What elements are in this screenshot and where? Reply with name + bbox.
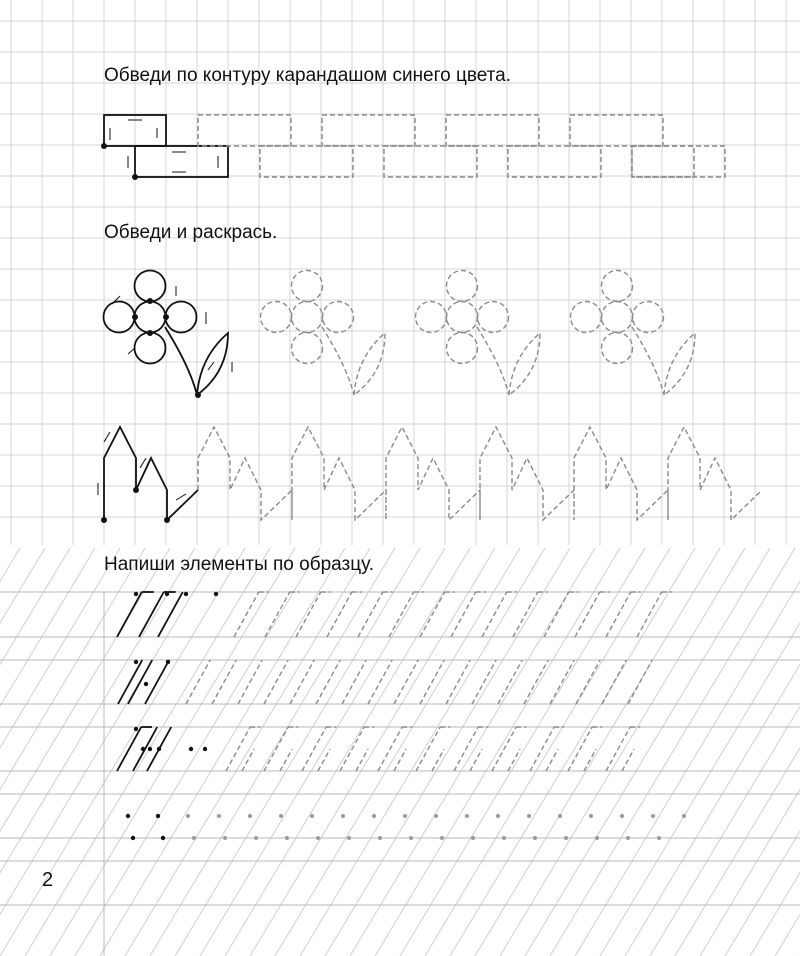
dashed-element: [544, 592, 569, 637]
dashed-flower: [571, 271, 696, 396]
start-dot: [147, 298, 153, 304]
slant-line: [75, 548, 320, 956]
dashed-element: [606, 727, 630, 771]
start-dot: [101, 143, 107, 149]
dashed-element: [340, 727, 364, 771]
dashed-element: [622, 749, 634, 771]
sample-peaks: [104, 427, 198, 520]
trace-dot: [440, 836, 444, 840]
flower-leaf: [509, 333, 540, 395]
dashed-element: [508, 749, 520, 771]
task-1-instruction: Обведи по контуру карандашом синего цвета.: [104, 65, 512, 86]
trace-dot: [279, 814, 283, 818]
trace-dot: [465, 814, 469, 818]
start-dot: [132, 174, 138, 180]
trace-dot: [372, 814, 376, 818]
start-dot: [203, 747, 207, 751]
dashed-element: [498, 660, 522, 704]
dashed-element: [318, 749, 330, 771]
slant-line: [700, 548, 800, 956]
trace-dot: [589, 814, 593, 818]
trace-dot: [502, 836, 506, 840]
flower-petal: [633, 302, 664, 333]
flower-petal: [478, 302, 509, 333]
sample-dot: [156, 814, 160, 818]
dashed-element: [265, 592, 290, 637]
slant-line: [250, 548, 495, 956]
dashed-element: [524, 660, 548, 704]
sample-dot: [131, 836, 135, 840]
dashed-element: [316, 660, 340, 704]
dashed-flower: [261, 271, 386, 396]
start-dot: [147, 330, 153, 336]
trace-dot: [347, 836, 351, 840]
start-dot: [134, 727, 138, 731]
trace-dot: [310, 814, 314, 818]
dashed-element: [302, 727, 326, 771]
dashed-element: [264, 660, 288, 704]
trace-dot: [471, 836, 475, 840]
dashed-element: [550, 660, 574, 704]
dashed-element: [290, 660, 314, 704]
slant-line: [475, 548, 720, 956]
dashed-brick: [322, 115, 415, 146]
slant-line: [350, 548, 595, 956]
trace-dot: [651, 814, 655, 818]
flower-petal: [292, 333, 323, 364]
task-2-flowers[interactable]: [104, 271, 696, 399]
flower-petal: [135, 271, 166, 302]
dashed-peaks: [198, 427, 762, 520]
task-3-instruction: Напиши элементы по образцу.: [104, 554, 374, 575]
trace-dot: [434, 814, 438, 818]
trace-dot: [409, 836, 413, 840]
dashed-element: [584, 749, 596, 771]
slant-line: [625, 548, 800, 956]
start-dot: [141, 747, 145, 751]
slant-line: [225, 548, 470, 956]
direction-arrow: [208, 362, 214, 370]
flower-petal: [323, 302, 354, 333]
dashed-brick: [384, 146, 477, 177]
flower-petal: [602, 302, 633, 333]
start-dot: [148, 747, 152, 751]
dashed-element: [296, 592, 321, 637]
dashed-brick: [260, 146, 353, 177]
trace-dot: [533, 836, 537, 840]
flower-stem: [477, 327, 509, 395]
trace-dot: [192, 836, 196, 840]
slant-line: [550, 548, 795, 956]
slant-line: [0, 548, 170, 956]
flower-petal: [166, 302, 197, 333]
slant-line: [525, 548, 770, 956]
trace-dot: [285, 836, 289, 840]
flower-petal: [292, 271, 323, 302]
trace-dot: [254, 836, 258, 840]
slant-line: [450, 548, 695, 956]
slant-line: [425, 548, 670, 956]
dashed-element: [238, 660, 262, 704]
direction-arrow: [104, 432, 110, 442]
copybook-lines-background: [0, 548, 800, 956]
slant-line: [25, 548, 270, 956]
start-dot: [134, 592, 138, 596]
dashed-element: [446, 660, 470, 704]
dashed-element: [280, 749, 292, 771]
dashed-element: [492, 727, 516, 771]
dashed-element: [513, 592, 538, 637]
direction-arrow: [176, 494, 186, 500]
slant-line: [675, 548, 800, 956]
slant-line: [600, 548, 800, 956]
dashed-element: [606, 592, 631, 637]
start-dot: [195, 392, 201, 398]
start-dot: [184, 592, 188, 596]
start-dot: [166, 660, 170, 664]
flower-petal: [447, 333, 478, 364]
start-dot: [165, 592, 169, 596]
dashed-element: [226, 727, 250, 771]
dashed-brick: [632, 146, 694, 177]
slant-line: [300, 548, 545, 956]
dashed-brick: [198, 115, 291, 146]
trace-dot: [564, 836, 568, 840]
dashed-brick: [632, 146, 725, 177]
flower-stem: [632, 327, 664, 395]
flower-petal: [104, 302, 135, 333]
flower-petal: [571, 302, 602, 333]
trace-dot: [403, 814, 407, 818]
trace-dot: [496, 814, 500, 818]
trace-dot: [527, 814, 531, 818]
slant-line: [0, 548, 245, 956]
trace-dot: [682, 814, 686, 818]
slant-line: [200, 548, 445, 956]
sample-element: [117, 592, 142, 637]
start-dot: [163, 314, 169, 320]
start-dot: [133, 487, 139, 493]
flower-petal: [261, 302, 292, 333]
flower-leaf: [354, 333, 385, 395]
flower-petal: [416, 302, 447, 333]
slant-line: [0, 548, 20, 956]
slant-line: [100, 548, 345, 956]
slant-line: [0, 548, 70, 956]
start-dot: [164, 517, 170, 523]
slant-line: [375, 548, 620, 956]
dashed-element: [264, 727, 288, 771]
slant-line: [175, 548, 420, 956]
trace-dot: [217, 814, 221, 818]
dashed-element: [342, 660, 366, 704]
start-dot: [214, 592, 218, 596]
start-dot: [134, 660, 138, 664]
dashed-element: [394, 749, 406, 771]
sample-flower: [104, 271, 233, 399]
trace-dot: [657, 836, 661, 840]
slant-line: [750, 548, 800, 956]
slant-line: [275, 548, 520, 956]
slant-line: [125, 548, 370, 956]
direction-arrow: [140, 458, 146, 468]
dashed-element: [568, 727, 592, 771]
flower-leaf: [664, 333, 695, 395]
dashed-element: [637, 592, 662, 637]
trace-dot: [248, 814, 252, 818]
dashed-element: [242, 749, 254, 771]
start-dot: [157, 747, 161, 751]
flower-stem: [322, 327, 354, 395]
dashed-element: [416, 727, 440, 771]
start-dot: [132, 314, 138, 320]
slant-line: [775, 548, 800, 956]
dashed-element: [576, 660, 600, 704]
sample-dot: [126, 814, 130, 818]
page-number: 2: [42, 869, 54, 891]
start-dot: [189, 747, 193, 751]
trace-dot: [626, 836, 630, 840]
trace-dot: [558, 814, 562, 818]
slant-line: [325, 548, 570, 956]
slant-line: [500, 548, 745, 956]
flower-petal: [602, 333, 633, 364]
flower-petal: [292, 302, 323, 333]
dashed-element: [472, 660, 496, 704]
dashed-brick: [570, 115, 663, 146]
sample-element: [139, 592, 164, 637]
sample-dot: [161, 836, 165, 840]
flower-stem: [165, 327, 197, 395]
flower-petal: [602, 271, 633, 302]
trace-dot: [378, 836, 382, 840]
start-dot: [101, 517, 107, 523]
dashed-flower: [416, 271, 541, 396]
task-3-writing-elements[interactable]: [117, 592, 686, 840]
trace-dot: [341, 814, 345, 818]
trace-dot: [223, 836, 227, 840]
flower-petal: [135, 333, 166, 364]
task-2-instruction: Обведи и раскрась.: [104, 222, 278, 243]
trace-dot: [595, 836, 599, 840]
trace-dot: [316, 836, 320, 840]
trace-dot: [620, 814, 624, 818]
dashed-element: [482, 592, 507, 637]
dashed-element: [628, 660, 652, 704]
slant-line: [0, 548, 120, 956]
slant-line: [150, 548, 395, 956]
dashed-element: [420, 592, 445, 637]
flower-petal: [135, 302, 166, 333]
dashed-element: [356, 749, 368, 771]
flower-petal: [447, 302, 478, 333]
dashed-brick: [508, 146, 601, 177]
slant-line: [400, 548, 645, 956]
dashed-element: [389, 592, 414, 637]
trace-dot: [186, 814, 190, 818]
dashed-brick: [446, 115, 539, 146]
start-dot: [144, 682, 148, 686]
flower-petal: [447, 271, 478, 302]
